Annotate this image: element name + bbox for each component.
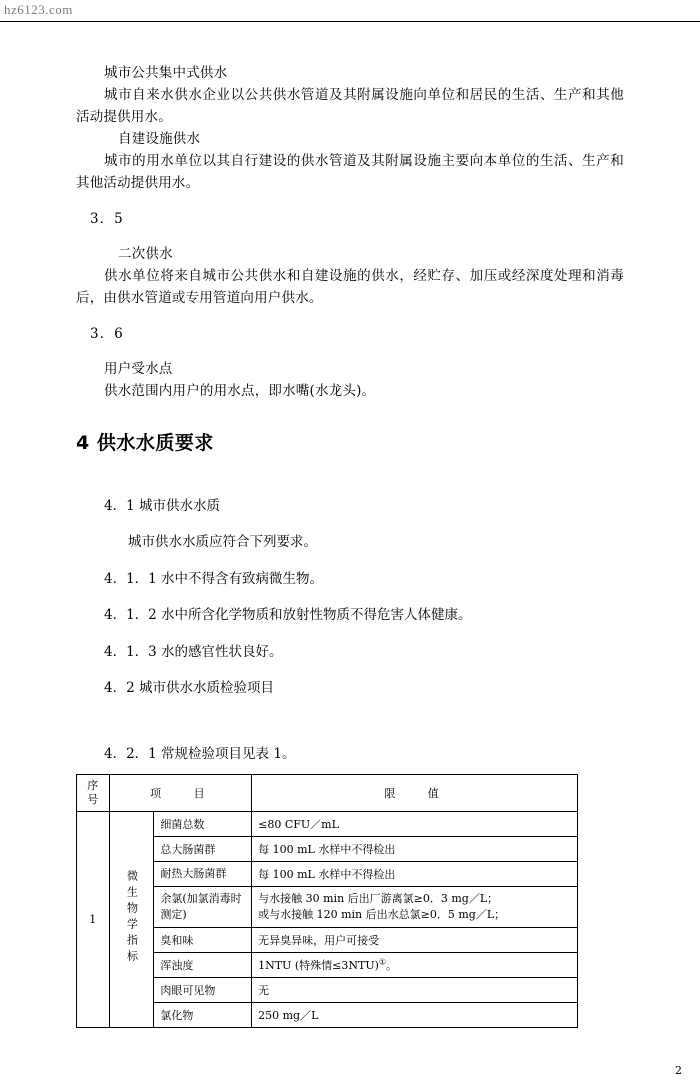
cell-limit-text: 1NTU (特殊情≤3NTU) xyxy=(258,959,379,972)
clause-4-1-desc: 城市供水水质应符合下列要求。 xyxy=(128,534,317,550)
table-header-item: 项 目 xyxy=(109,775,252,812)
definition-body-2: 城市的用水单位以其自行建设的供水管道及其附属设施主要向本单位的生活、生产和其他活动提供用水。 xyxy=(76,153,624,191)
cell-item: 耐热大肠菌群 xyxy=(154,862,252,887)
cell-limit: 每 100 mL 水样中不得检出 xyxy=(252,837,578,862)
clause-4-1-1: 4．1．1 水中不得含有致病微生物。 xyxy=(104,570,324,587)
cell-item: 浑浊度 xyxy=(154,953,252,978)
cell-item: 氯化物 xyxy=(154,1003,252,1028)
cell-limit: ≤80 CFU／mL xyxy=(252,812,578,837)
cell-item: 总大肠菌群 xyxy=(154,837,252,862)
cell-limit-tail: 。 xyxy=(386,959,398,972)
cell-limit xyxy=(252,887,578,928)
water-quality-table xyxy=(76,774,578,1028)
clause-term-3-5: 二次供水 xyxy=(118,246,173,262)
watermark-text: hz6123.com xyxy=(4,2,73,17)
clause-body-3-5: 供水单位将来自城市公共供水和自建设施的供水，经贮存、加压或经深度处理和消毒后，由供水管道或专用管道向用户供水。 xyxy=(76,268,624,306)
clause-body-3-6: 供水范围内用户的用水点，即水嘴(水龙头)。 xyxy=(104,383,376,399)
document-body xyxy=(76,62,624,1028)
cell-limit: 无异臭异味，用户可接受 xyxy=(252,928,578,953)
cell-limit: 250 mg／L xyxy=(252,1003,578,1028)
cell-item: 余氯(加氯消毒时测定) xyxy=(154,887,252,928)
clause-4-1: 4．1 城市供水水质 xyxy=(104,497,220,514)
table-header-row xyxy=(77,775,578,812)
clause-number-3-6: 3．6 xyxy=(90,325,124,342)
definition-term-1: 城市公共集中式供水 xyxy=(104,65,228,81)
cell-limit-superscript: ① xyxy=(378,957,387,967)
page-number: 2 xyxy=(675,1064,682,1077)
cell-limit-line1: 与水接触 30 min 后出厂游离氯≥0．3 mg／L； xyxy=(258,892,499,905)
row-number: 1 xyxy=(77,812,110,1028)
table-caption: 4．2．1 常规检验项目见表 1。 xyxy=(104,746,296,762)
clause-term-3-6: 用户受水点 xyxy=(104,361,173,377)
definition-body-1: 城市自来水供水企业以公共供水管道及其附属设施向单位和居民的生活、生产和其他活动提供用水。 xyxy=(76,87,624,125)
row-category xyxy=(109,812,154,1028)
clause-4-1-3: 4．1．3 水的感官性状良好。 xyxy=(104,643,283,660)
cell-limit: 无 xyxy=(252,978,578,1003)
clause-number-3-5: 3．5 xyxy=(90,210,124,227)
table-header-no: 序 号 xyxy=(77,775,110,812)
cell-limit-line2: 或与水接触 120 min 后出水总氯≥0．5 mg／L； xyxy=(258,908,506,921)
table-header-limit: 限 值 xyxy=(252,775,578,812)
row-category-label: 微生物学指标 xyxy=(125,870,139,966)
header-divider xyxy=(0,21,700,22)
cell-item: 臭和味 xyxy=(154,928,252,953)
clause-4-2: 4．2 城市供水水质检验项目 xyxy=(104,680,274,696)
section-heading-4: 4 供水水质要求 xyxy=(76,432,214,454)
cell-limit xyxy=(252,953,578,978)
definition-term-2: 自建设施供水 xyxy=(118,131,201,147)
cell-limit: 每 100 mL 水样中不得检出 xyxy=(252,862,578,887)
cell-item: 细菌总数 xyxy=(154,812,252,837)
table-row xyxy=(77,812,578,837)
clause-4-1-2: 4．1．2 水中所含化学物质和放射性物质不得危害人体健康。 xyxy=(104,607,472,623)
cell-item: 肉眼可见物 xyxy=(154,978,252,1003)
